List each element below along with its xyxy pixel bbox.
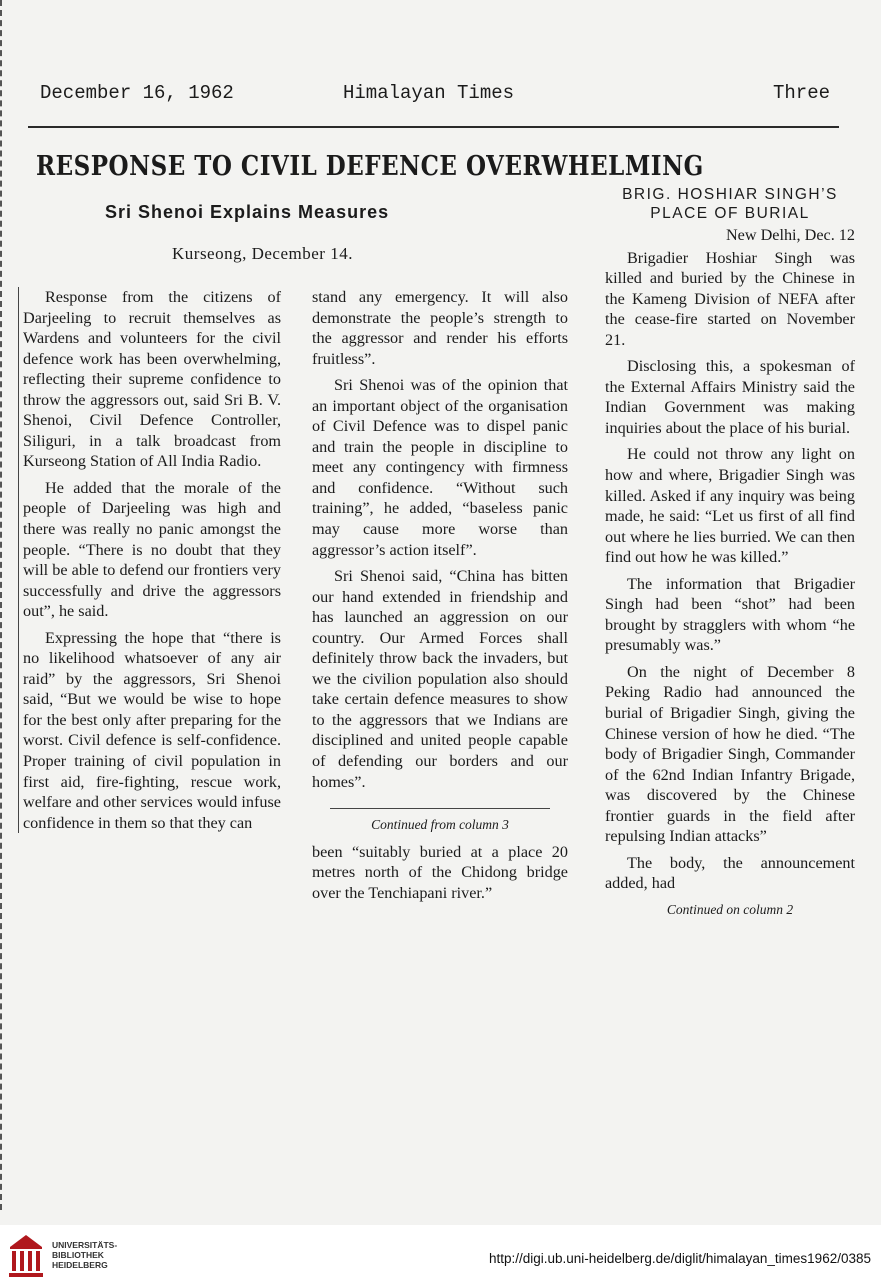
continued-from-note: Continued from column 3 bbox=[371, 817, 509, 833]
paragraph: Sri Shenoi said, “China has bitten our hand extended in friendship and has launched an aggression on our country. Our Armed Forces shall definitely throw back the invaders, but we the civilion population also should take certain defence measures to show to the aggressors that we Indians are disciplined and united people capable of defending our borders and our homes”. bbox=[312, 567, 568, 791]
paragraph: The body, the announcement added, had bbox=[605, 853, 855, 893]
header-rule bbox=[28, 126, 839, 128]
paragraph: He could not throw any light on how and where, Brigadier Singh was killed. Asked if any inquiry was being made, he said: “Let us first of all find out where he lies burried. We can then find out how he was killed.” bbox=[605, 445, 855, 567]
library-name-line: UNIVERSITÄTS- bbox=[52, 1240, 118, 1250]
main-column-1 bbox=[18, 287, 281, 833]
footer-bar bbox=[0, 1225, 881, 1287]
paragraph: The information that Brigadier Singh had been “shot” had been brought by stragglers with whom “he presumably was.” bbox=[605, 574, 855, 655]
university-library-logo-icon bbox=[6, 1233, 46, 1279]
continuation-rule bbox=[330, 808, 550, 809]
main-dateline: Kurseong, December 14. bbox=[172, 244, 353, 263]
paragraph: On the night of December 8 Peking Radio had announced the burial of Brigadier Singh, giving the Chinese version of how he died. “The body of Brigadier Singh, Commander of the 62nd Indian Infantry Brigade, was discovered by the Chinese frontier guards in the field after repulsing Indian attacks” bbox=[605, 662, 855, 846]
side-dateline: New Delhi, Dec. 12 bbox=[725, 226, 855, 244]
paragraph: stand any emergency. It will also demonstrate the people’s strength to the aggressor and render his efforts fruitless”. bbox=[312, 288, 568, 368]
library-name-line: HEIDELBERG bbox=[52, 1260, 108, 1270]
paragraph: Disclosing this, a spokesman of the External Affairs Ministry said the Indian Government was making inquiries about the place of his burial. bbox=[605, 357, 855, 437]
continued-on-note: Continued on column 2 bbox=[666, 901, 794, 917]
main-subheadline: Sri Shenoi Explains Measures bbox=[105, 202, 390, 222]
paragraph: Expressing the hope that “there is no likelihood whatsoever of any air raid” by the aggressors, Sri Shenoi said, “But we would be wise to hope for the best only after preparing for the worst. Civil defence is self-confidence. Proper training of civil population in first aid, fire-fighting, rescue work, welfare and other services would infuse confidence in them so that they can bbox=[23, 628, 281, 832]
side-headline bbox=[605, 185, 855, 223]
source-url[interactable]: http://digi.ub.uni-heidelberg.de/diglit/himalayan_times1962/0385 bbox=[488, 1251, 871, 1266]
issue-date: December 16, 1962 bbox=[40, 82, 234, 104]
page-header bbox=[0, 82, 881, 108]
newspaper-name: Himalayan Times bbox=[343, 82, 515, 104]
paragraph: Brigadier Hoshiar Singh was killed and buried by the Chinese in the Kameng Division of NEFA after the cease-fire started on November 21. bbox=[605, 248, 855, 349]
page-number: Three bbox=[773, 82, 831, 104]
paragraph: He added that the morale of the people of Darjeeling was high and there was really no panic amongst the people. “There is no doubt that they will be able to defend our frontiers very successfully and drive the aggressors out”, he said. bbox=[23, 478, 281, 621]
side-column bbox=[605, 185, 855, 927]
paragraph: Sri Shenoi was of the opinion that an important object of the organisation of Civil Defence was to dispel panic and train the people in discipline to meet any contingency with firmness and confidence. “Without such training”, he added, “baseless panic may cause more worse than aggressor’s action itself”. bbox=[312, 376, 568, 559]
main-column-2 bbox=[312, 287, 568, 903]
paragraph: been “suitably buried at a place 20 metres north of the Chidong bridge over the Tenchiapani river.” bbox=[312, 842, 568, 902]
main-headline: RESPONSE TO CIVIL DEFENCE OVERWHELMING bbox=[36, 150, 704, 182]
side-headline-line-2: PLACE OF BURIAL bbox=[650, 205, 810, 222]
side-headline-line-1: BRIG. HOSHIAR SINGH’S bbox=[622, 186, 838, 203]
library-name bbox=[52, 1240, 117, 1270]
library-name-line: BIBLIOTHEK bbox=[52, 1250, 104, 1260]
page-edge bbox=[0, 0, 5, 1210]
paragraph: Response from the citizens of Darjeeling to recruit themselves as Wardens and volunteers for the civil defence work has been overwhelming, reflecting their supreme confidence to throw the aggressors out, said Sri B. V. Shenoi, Civil Defence Controller, Siliguri, in a talk broadcast from Kurseong Station of All India Radio. bbox=[23, 288, 281, 471]
